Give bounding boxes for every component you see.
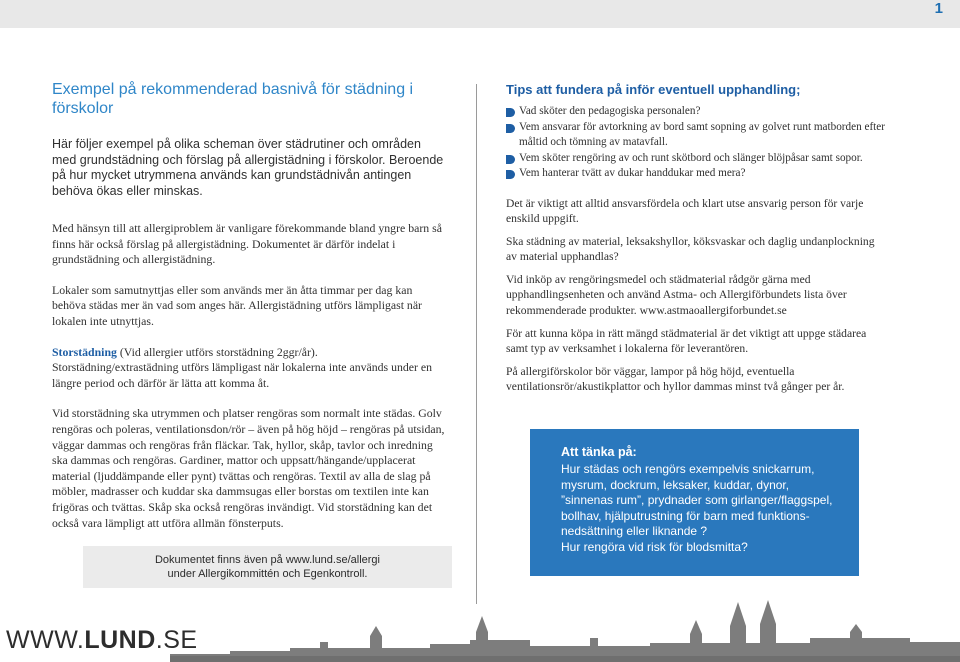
bullet-icon — [506, 124, 515, 133]
think-about-box — [530, 429, 859, 576]
think-about-line: Hur rengöra vid risk för blodsmitta? — [561, 539, 748, 554]
top-bar — [0, 0, 960, 28]
responsibility-paragraph: Det är viktigt att alltid ansvarsfördela och klart utse ansvarig person för varje enskild uppgift. — [506, 196, 864, 226]
page-number: 1 — [934, 0, 943, 17]
cleaning-area-paragraph: För att kunna köpa in rätt mängd städmaterial är det viktigt att uppge städarea samt typ av verksamhet i lokalerna för leverantören. — [506, 326, 867, 356]
left-column — [52, 80, 448, 546]
think-about-line: ”sinnenas rum”, prydnader som girlanger/flaggspel, — [561, 493, 833, 507]
bullet-icon — [506, 155, 515, 164]
storstadning-heading — [52, 345, 448, 361]
city-skyline-graphic — [170, 596, 960, 662]
shared-premises-paragraph: Lokaler som samutnyttjas eller som används mer än åtta timmar per dag kan behöva städas mer än vad som anges här. Allergistädning utförs lämpligast när lokalen inte utnyttjas. — [52, 282, 422, 328]
right-column — [506, 82, 888, 402]
allergy-preschool-paragraph: På allergiförskolor bör väggar, lampor på hög höjd, eventuella ventilationsrör/akustikplattor och hyllor dammas minst två gånger per år. — [506, 364, 845, 394]
think-about-title: Att tänka på: — [561, 445, 637, 459]
storstadning-note: (Vid allergier utförs storstädning 2ggr/år). — [116, 344, 318, 359]
column-divider — [476, 84, 477, 604]
think-about-line: Hur städas och rengörs exempelvis snickarrum, — [561, 462, 815, 476]
think-about-body — [561, 462, 843, 555]
tips-list-item: Vem ansvarar för avtorkning av bord samt sopning av golvet runt matborden efter måltid och tömning av matavfall. — [506, 120, 888, 151]
allergy-paragraph: Med hänsyn till att allergiproblem är vanligare förekommande bland yngre barn så finns här också förslag på allergistädning. Dokumentet är därför indelat i grundstädning och allergistädning. — [52, 221, 442, 267]
cleaning-products-paragraph: Vid inköp av rengöringsmedel och städmaterial rådgör gärna med upphandlingsenheten och använd Astma- och Allergiförbundets lista över rekommenderade produkter. www.astmaoallergiforbundet.se — [506, 272, 847, 318]
tips-list-item: Vem sköter rengöring av och runt skötbord och slänger blöjpåsar samt sopor. — [506, 151, 888, 167]
think-about-line: bollhav, hjälputrustning för barn med funktions- — [561, 508, 810, 523]
bullet-icon — [506, 108, 515, 117]
bullet-icon — [506, 170, 515, 179]
think-about-line: nedsättning eller liknande ? — [561, 524, 708, 538]
document-info-box — [83, 546, 452, 588]
tips-heading: Tips att fundera på inför eventuell upphandling; — [506, 82, 801, 97]
intro-paragraph: Här följer exempel på olika scheman över städrutiner och områden med grundstädning och förslag på allergistädning i förskolor. Beroende på hur mycket utrymmena används kan grundstädnivån antingen behöva ökas eller minskas. — [52, 137, 444, 198]
procurement-question-paragraph: Ska städning av material, leksakshyllor, köksvaskar och daglig undanplockning av material upphandlas? — [506, 234, 875, 264]
lund-se-logo: WWW.LUND.SE — [6, 626, 198, 654]
tips-list — [506, 104, 888, 182]
tips-list-item: Vad sköter den pedagogiska personalen? — [506, 104, 888, 120]
think-about-line: mysrum, dockrum, leksaker, kuddar, dynor, — [561, 477, 790, 492]
page-title: Exempel på rekommenderad basnivå för städning i förskolor — [52, 81, 414, 117]
document-info-line-1: Dokumentet finns även på www.lund.se/allergi — [154, 554, 380, 566]
storstadning-paragraph: Storstädning/extrastädning utförs lämpligast när lokalerna inte används under en längre period och därför är lätta att komma åt. — [52, 360, 433, 390]
tips-list-item: Vem hanterar tvätt av dukar handdukar med mera? — [506, 166, 888, 182]
storstadning-details-paragraph: Vid storstädning ska utrymmen och platser rengöras som normalt inte städas. Golv rengöras och poleras, ventilationsdon/rör – även på hög höjd – rengöras på utsidan, väggar dammas och rengöras från fläckar. Tak, hyllor, skåp, tavlor och inredning ska dammas och rengöras. Gardiner, mattor och uppsatt/hängande/upplacerat material (ljuddämpande eller pynt) tvättas och rengöras. Textil av alla de slag på möbler, madrasser och kuddar ska dammsugas eller borstas om textilen inte kan frigöras och tvättas. Skåp ska också rengöras invändigt. Vid storstädning kan det också vara lämpligt att utföra allmän fönsterputs. — [52, 406, 445, 530]
storstadning-label: Storstädning — [52, 344, 117, 359]
document-info-line-2: under Allergikommittén och Egenkontroll. — [167, 568, 368, 580]
